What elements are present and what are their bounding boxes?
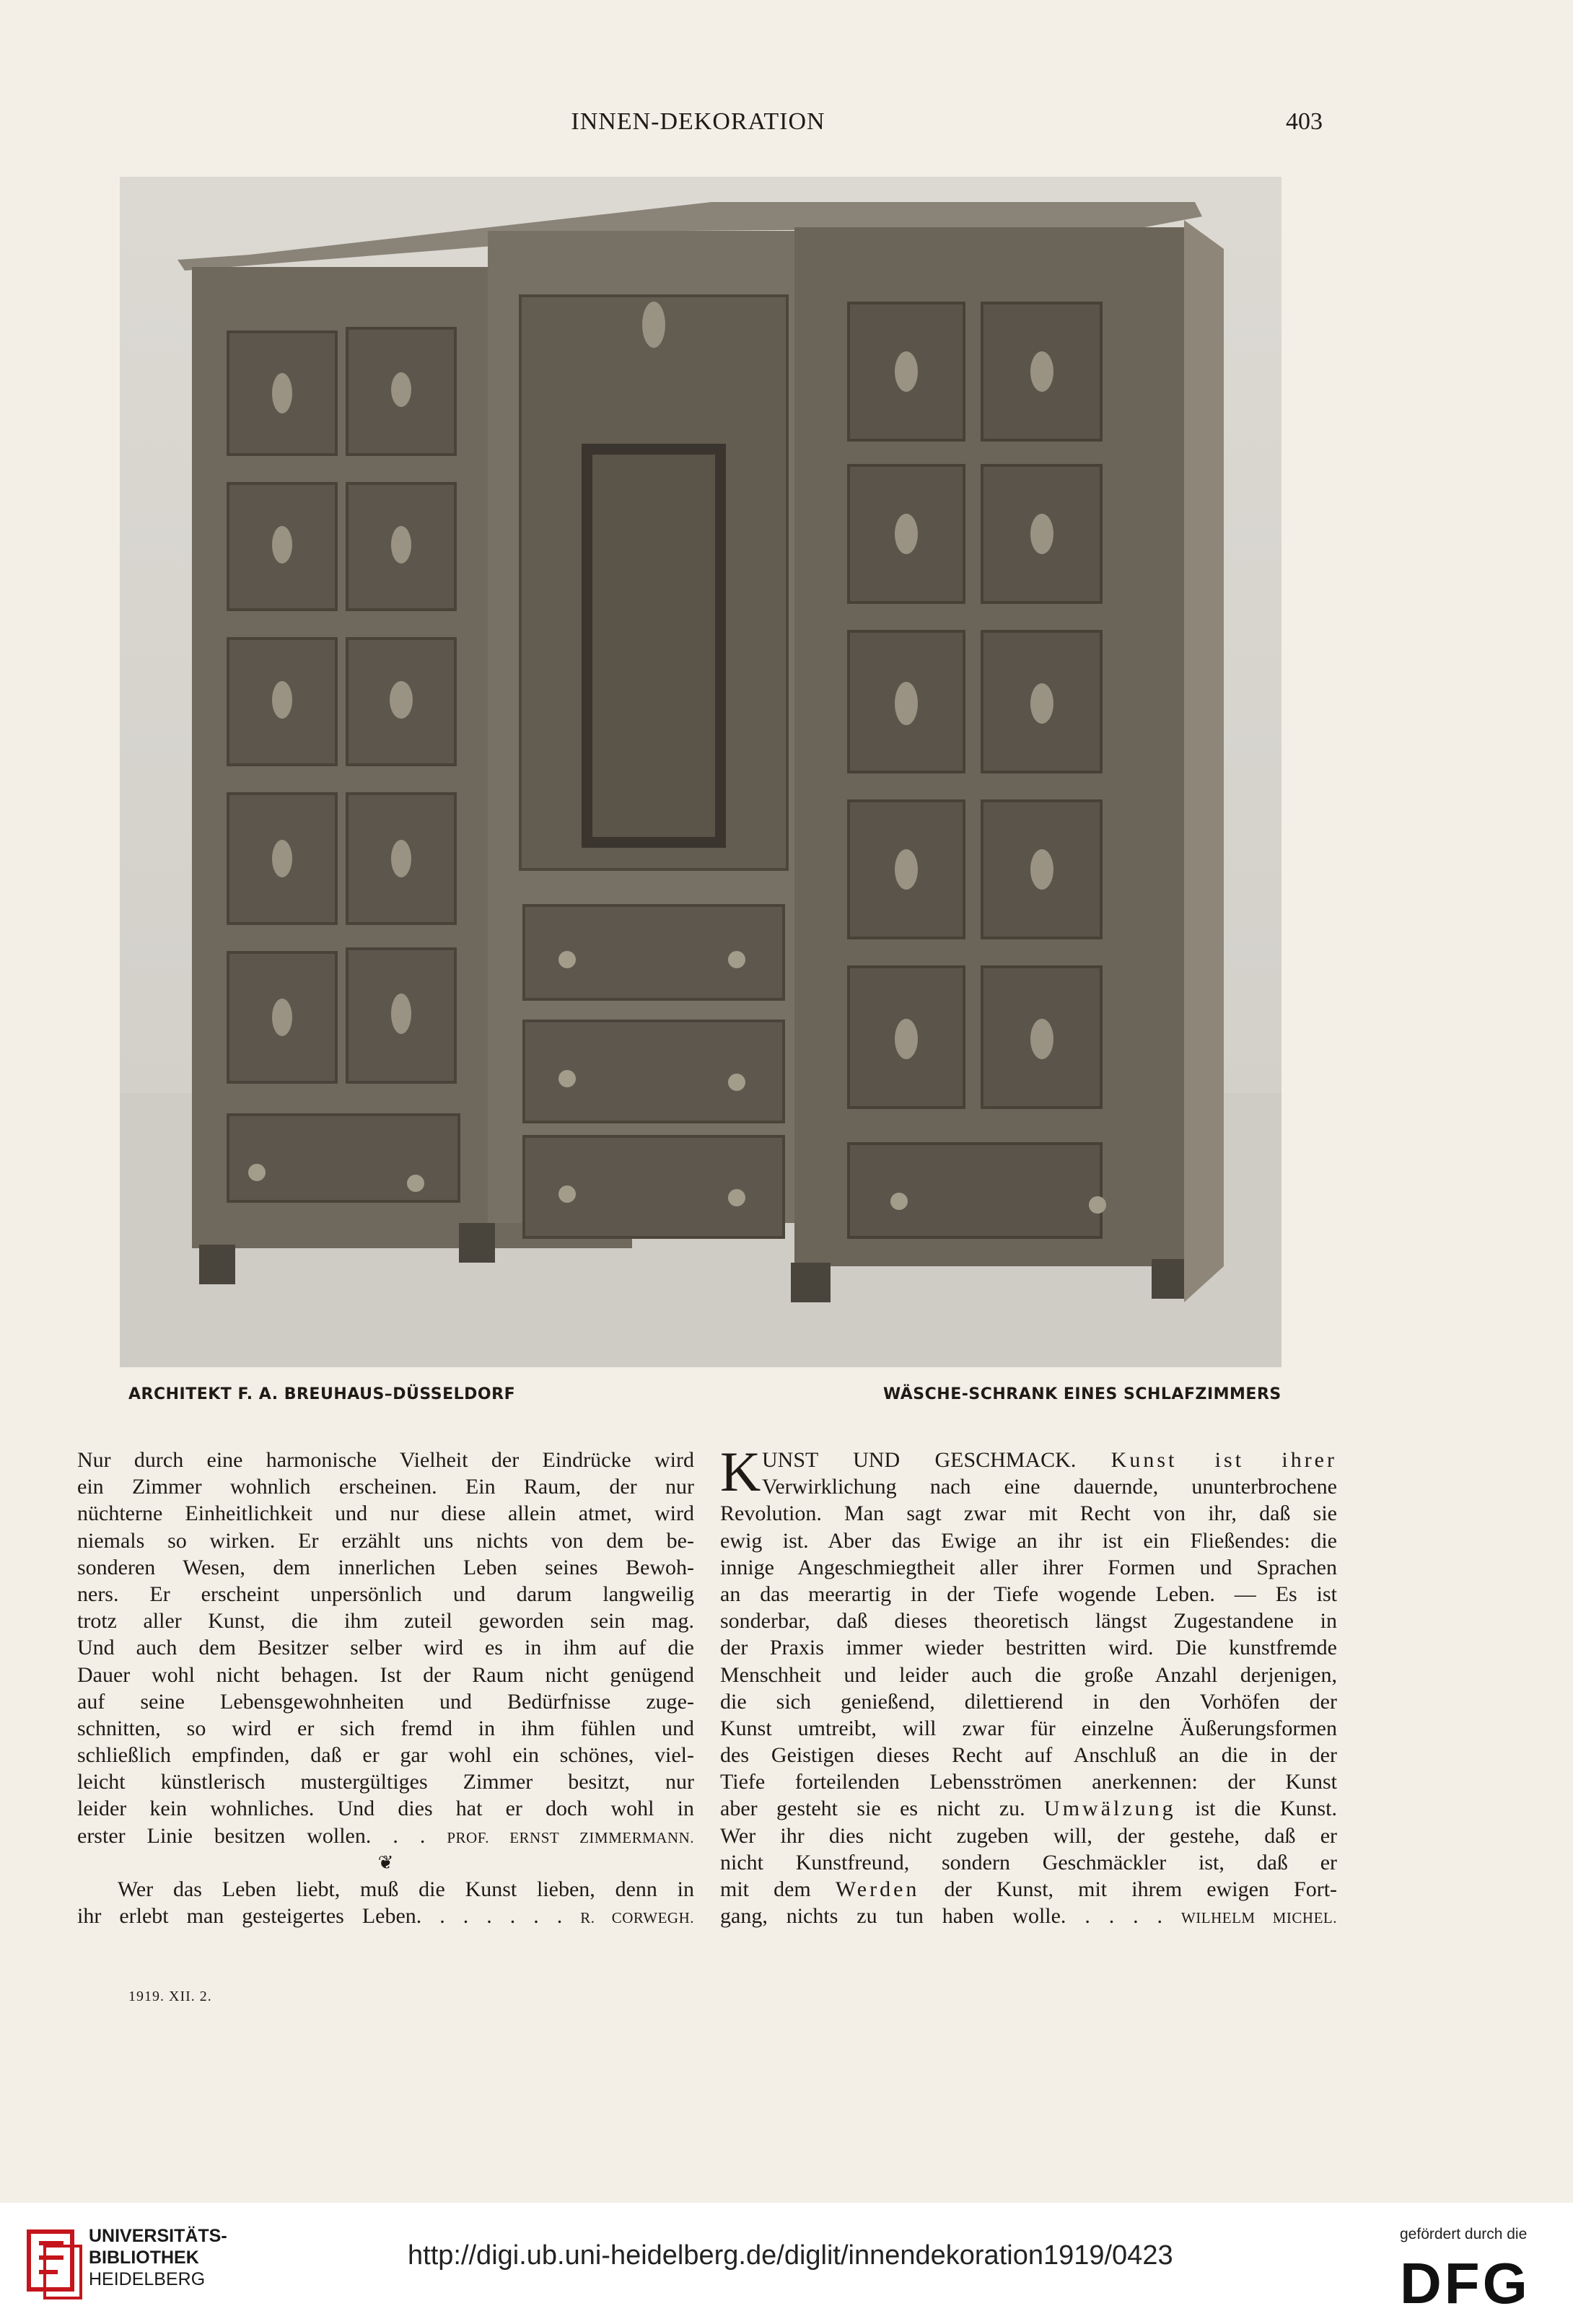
drop-cap: K xyxy=(720,1440,761,1503)
library-name-line: BIBLIOTHEK xyxy=(89,2248,199,2268)
source-url-link[interactable]: http://digi.ub.uni-heidelberg.de/diglit/innendekoration1919/0423 xyxy=(408,2240,1173,2271)
text-line: Dauer wohl nicht behagen. Ist der Raum nicht genügend xyxy=(77,1662,694,1687)
issue-footnote: 1919. XII. 2. xyxy=(128,1988,212,2004)
text-fragment: der Kunst, mit ihrem ewigen Fort- xyxy=(944,1877,1338,1901)
text-line: leicht künstlerisch mustergültiges Zimmer besitzt, nur xyxy=(77,1770,694,1794)
funding-note: gefördert durch die xyxy=(1400,2226,1528,2242)
section-heading: UNST UND GESCHMACK. xyxy=(762,1448,1077,1472)
text-line: ners. Er erscheint unpersönlich und darum langweilig xyxy=(77,1582,694,1606)
text-line: nüchterne Einheitlichkeit und nur diese allein atmet, wird xyxy=(77,1501,694,1526)
text-line: nicht Kunstfreund, sondern Geschmäckler ist, daß er xyxy=(720,1850,1337,1874)
text-line-end: erster Linie besitzen wollen. . . xyxy=(77,1823,426,1848)
left-text-column xyxy=(77,1447,694,1929)
wardrobe-photograph xyxy=(120,177,1281,1367)
text-line: Verwirklichung nach eine dauernde, ununterbrochene xyxy=(762,1475,1337,1499)
author-signature: WILHELM MICHEL. xyxy=(1180,1909,1337,1927)
running-title: INNEN-DEKORATION xyxy=(571,108,825,135)
library-name-line: HEIDELBERG xyxy=(89,2269,206,2289)
text-line-with-signature xyxy=(720,1903,1337,1929)
heading-line-tail: Kunst ist ihrer xyxy=(1110,1448,1337,1472)
ornament-icon: ❦ xyxy=(377,1851,394,1873)
text-line: Revolution. Man sagt zwar mit Recht von ihr, daß sie xyxy=(720,1501,1337,1526)
quote-line: Wer das Leben liebt, muß die Kunst lieben, denn in xyxy=(118,1877,694,1901)
emphasis-word: Werden xyxy=(835,1877,920,1901)
library-name[interactable] xyxy=(89,2225,227,2290)
text-line: ein Zimmer wohnlich erscheinen. Ein Raum, der nur xyxy=(77,1475,694,1499)
text-line: leider kein wohnliches. Und dies hat er doch wohl in xyxy=(77,1797,694,1821)
text-line: Menschheit und leider auch die große Anzahl derjenigen, xyxy=(720,1662,1337,1687)
dfg-logo[interactable]: DFG xyxy=(1400,2251,1530,2315)
text-fragment: mit dem xyxy=(720,1877,811,1901)
text-line: auf seine Lebensgewohnheiten und Bedürfnisse zuge- xyxy=(77,1689,694,1714)
text-line-end: gang, nichts zu tun haben wolle. . . . . xyxy=(720,1904,1163,1929)
quote-line-end: ihr erlebt man gesteigertes Leben. . . . . . . xyxy=(77,1904,563,1929)
library-logo-icon[interactable] xyxy=(23,2224,87,2305)
text-fragment: ist die Kunst. xyxy=(1195,1797,1338,1821)
text-line: schließlich empfinden, daß er gar wohl ein schönes, viel- xyxy=(77,1743,694,1768)
text-line: sonderbar, daß dieses theoretisch längst Zugestandene in xyxy=(720,1609,1337,1634)
text-line: schnitten, so wird er sich fremd in ihm fühlen und xyxy=(77,1716,694,1740)
right-text-column xyxy=(720,1440,1338,1929)
text-line: ewig ist. Aber das Ewige an ihr ist ein Fließendes: die xyxy=(720,1528,1337,1553)
text-line xyxy=(720,1795,1337,1822)
text-line: des Geistigen dieses Recht auf Anschluß an die in der xyxy=(720,1743,1337,1768)
text-line: Kunst umtreibt, will zwar für einzelne Äußerungsformen xyxy=(720,1716,1337,1740)
text-line: niemals so wirken. Er erzählt uns nichts von dem be- xyxy=(77,1528,694,1553)
text-fragment: aber gesteht sie es nicht zu. xyxy=(720,1797,1025,1821)
emphasis-word: Umwälzung xyxy=(1044,1797,1176,1821)
text-line: Nur durch eine harmonische Vielheit der Eindrücke wird xyxy=(77,1448,694,1472)
text-line: sonderen Wesen, dem innerlichen Leben seines Bewoh- xyxy=(77,1555,694,1579)
text-line: innige Angeschmiegtheit aller ihrer Formen und Sprachen xyxy=(720,1555,1337,1579)
text-line xyxy=(720,1876,1337,1903)
library-name-line: UNIVERSITÄTS- xyxy=(89,2226,227,2246)
text-line: Tiefe forteilenden Lebensströmen anerkennen: der Kunst xyxy=(720,1770,1337,1794)
photo-caption-title: WÄSCHE-SCHRANK EINES SCHLAFZIMMERS xyxy=(883,1385,1281,1403)
text-line: Wer ihr dies nicht zugeben will, der gestehe, daß er xyxy=(720,1823,1337,1848)
text-line-with-signature xyxy=(77,1823,694,1849)
author-signature: R. CORWEGH. xyxy=(580,1909,694,1927)
text-line: an das meerartig in der Tiefe wogende Leben. — Es ist xyxy=(720,1582,1337,1606)
quote-line-with-signature xyxy=(77,1903,694,1929)
text-line: Und auch dem Besitzer selber wird es in ihm auf die xyxy=(77,1636,694,1660)
text-line: trotz aller Kunst, die ihm zuteil geworden sein mag. xyxy=(77,1609,694,1634)
text-line: die sich genießend, dilettierend in den Vorhöfen der xyxy=(720,1689,1337,1714)
author-signature: PROF. ERNST ZIMMERMANN. xyxy=(447,1828,694,1846)
page-number: 403 xyxy=(1286,108,1323,135)
photo-caption-architect: ARCHITEKT F. A. BREUHAUS–DÜSSELDORF xyxy=(128,1385,516,1403)
text-line: der Praxis immer wieder bestritten wird. Die kunstfremde xyxy=(720,1636,1337,1660)
